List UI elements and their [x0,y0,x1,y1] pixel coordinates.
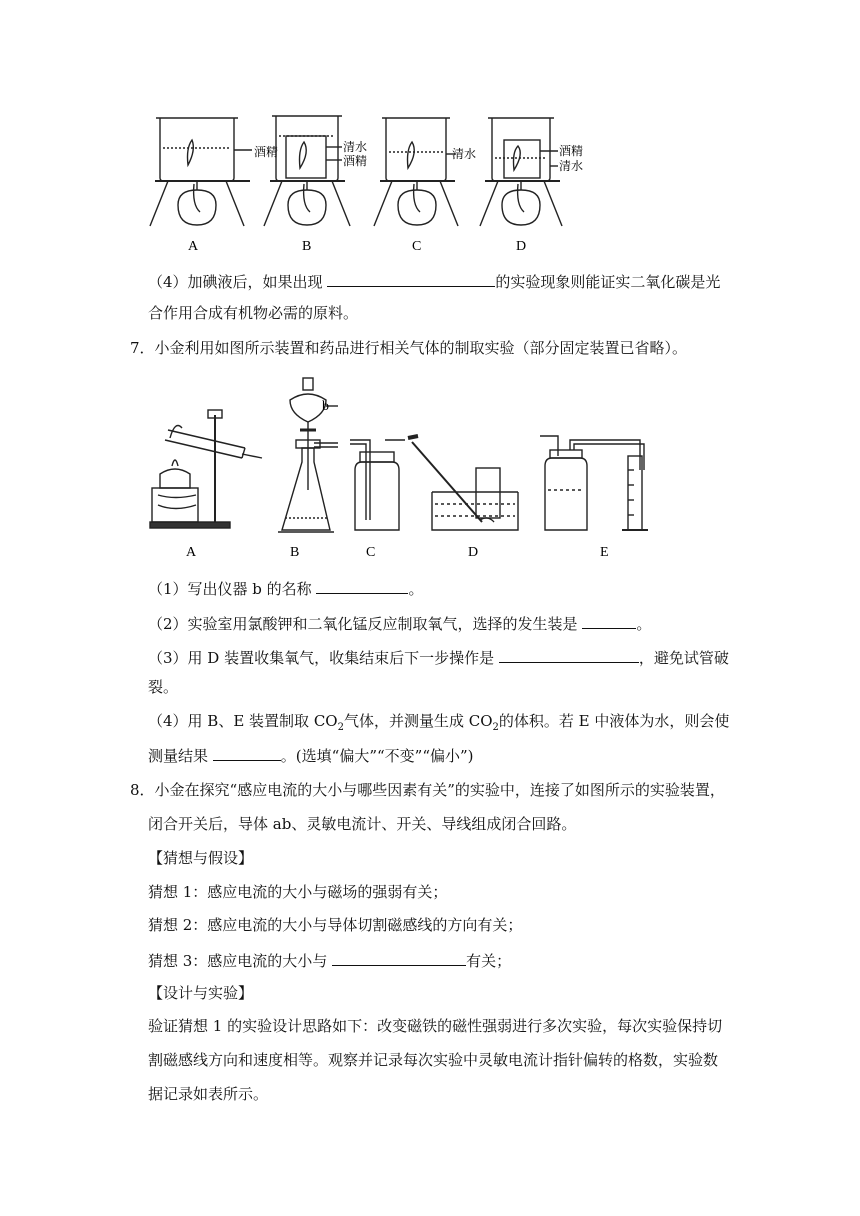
q8-stem-line1: 8．小金在探究“感应电流的大小与哪些因素有关”的实验中，连接了如图所示的实验装置， [130,781,725,799]
fig2-letter-d: D [468,545,479,560]
apparatus-c2 [350,440,405,530]
q8-guess2: 猜想 2：感应电流的大小与导体切割磁感线的方向有关； [148,916,523,934]
q7-sub3-line2: 裂。 [148,678,179,696]
q8-heading-guess: 【猜想与假设】 [148,849,254,867]
apparatus-a2 [150,410,262,528]
fig1-letter-b: B [302,239,312,254]
q8-heading-design: 【设计与实验】 [148,984,254,1002]
q8-design-line3: 据记录如表所示。 [148,1085,269,1103]
q8-guess3 [148,949,511,971]
subscript-2: 2 [492,722,499,733]
q7-sub3-text: （3）用 D 装置收集氧气，收集结束后下一步操作是 [148,649,495,667]
label-c-1: 清水 [452,147,477,161]
q7-sub3-end: ，避免试管破 [638,649,729,667]
q7-sub1-end: 。 [408,580,424,598]
q7-sub3 [148,646,729,668]
q7-sub4 [148,711,729,738]
apparatus-a [150,118,252,226]
apparatus-d2 [408,436,518,530]
label-b-2: 酒精 [343,154,368,168]
q6-4-text-before: （4）加碘液后，如果出现 [148,273,323,291]
label-d-2: 清水 [559,159,584,173]
q7-sub2-end: 。 [636,615,652,633]
figure-gas-apparatus [0,370,860,570]
q8-guess3-text: 猜想 3：感应电流的大小与 [148,952,328,970]
fig1-letter-c: C [412,239,422,254]
apparatus-c [374,118,458,226]
q7-sub4-text: （4）用 B、E 装置制取 CO [148,712,338,730]
q7-sub4-line2-end: 。(选填“偏大”“不变”“偏小”) [280,747,474,765]
q7-sub4-end: 的体积。若 E 中液体为水，则会使 [498,712,730,730]
q7-sub2 [148,612,651,634]
q7-sub2-text: （2）实验室用氯酸钾和二氧化锰反应制取氧气，选择的发生装是 [148,615,578,633]
answer-blank[interactable] [213,744,281,761]
q6-4-line1 [148,270,720,292]
fig2-letter-a: A [186,545,197,560]
q7-sub4-mid: 气体，并测量生成 CO [343,712,493,730]
q6-4-line2: 合作用合成有机物必需的原料。 [148,304,359,322]
figure-beakers [0,0,860,260]
fig2-letter-b: B [290,545,300,560]
apparatus-b2 [278,378,338,532]
label-b-1: 清水 [343,140,368,154]
q7-stem: 7．小金利用如图所示装置和药品进行相关气体的制取实验（部分固定装置已省略）。 [130,339,688,357]
answer-blank[interactable] [582,612,636,629]
fig2-letter-e: E [600,545,609,560]
q7-sub1 [148,577,423,599]
answer-blank[interactable] [332,949,466,966]
label-d-1: 酒精 [559,144,584,158]
q8-design-line2: 割磁感线方向和速度相等。观察并记录每次实验中灵敏电流计指针偏转的格数，实验数 [148,1051,719,1069]
apparatus-d [480,118,562,226]
fig1-letter-a: A [188,239,199,254]
label-a-1: 酒精 [254,145,279,159]
q8-stem-line2: 闭合开关后，导体 ab、灵敏电流计、开关、导线组成闭合回路。 [148,815,577,833]
apparatus-e2 [540,436,648,530]
fig1-letter-d: D [516,239,527,254]
q8-design-line1: 验证猜想 1 的实验设计思路如下：改变磁铁的磁性强弱进行多次实验，每次实验保持切 [148,1017,723,1035]
q7-sub1-text: （1）写出仪器 b 的名称 [148,580,312,598]
answer-blank[interactable] [499,646,639,663]
q7-sub4-line2 [148,744,474,766]
answer-blank[interactable] [327,270,495,287]
q6-4-text-after: 的实验现象则能证实二氧化碳是光 [495,273,721,291]
q8-guess1: 猜想 1：感应电流的大小与磁场的强弱有关； [148,883,448,901]
q8-guess3-end: 有关； [466,952,512,970]
label-b: b [322,399,329,414]
apparatus-b [264,116,350,226]
subscript-2: 2 [337,722,344,733]
q7-sub4-line2-text: 测量结果 [148,747,209,765]
answer-blank[interactable] [316,577,408,594]
fig2-letter-c: C [366,545,376,560]
